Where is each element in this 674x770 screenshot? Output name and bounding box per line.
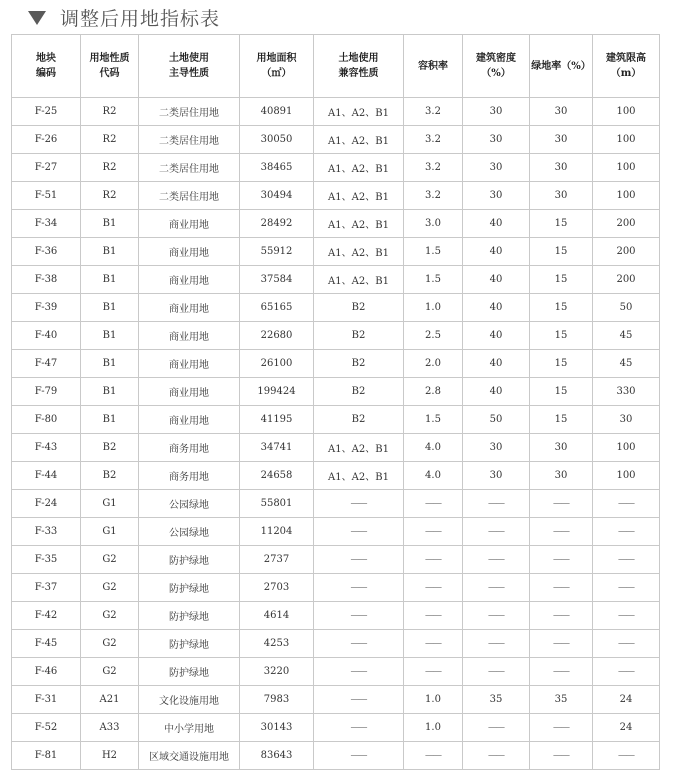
table-cell: 2.8 <box>404 378 463 406</box>
table-cell: —— <box>404 518 463 546</box>
table-cell: 二类居住用地 <box>139 154 240 182</box>
table-cell: 24 <box>593 686 660 714</box>
table-row <box>12 574 660 602</box>
table-cell: 1.0 <box>404 294 463 322</box>
table-cell: 40 <box>463 294 530 322</box>
table-header <box>12 35 660 98</box>
table-cell: —— <box>593 490 660 518</box>
table-cell: 商业用地 <box>139 350 240 378</box>
table-cell: B2 <box>314 322 404 350</box>
table-cell: —— <box>404 630 463 658</box>
triangle-down-icon <box>28 11 46 25</box>
table-cell: 商业用地 <box>139 378 240 406</box>
table-cell: 30050 <box>240 126 314 154</box>
table-cell: R2 <box>81 182 139 210</box>
table-cell: 15 <box>530 294 593 322</box>
table-cell: —— <box>593 518 660 546</box>
table-cell: F-51 <box>12 182 81 210</box>
table-cell: 30 <box>593 406 660 434</box>
table-cell: F-44 <box>12 462 81 490</box>
table-cell: 35 <box>530 686 593 714</box>
table-cell: —— <box>530 742 593 770</box>
table-cell: G1 <box>81 490 139 518</box>
table-cell: —— <box>314 574 404 602</box>
column-header <box>463 35 530 98</box>
table-cell: —— <box>593 742 660 770</box>
table-cell: —— <box>463 714 530 742</box>
table-row <box>12 434 660 462</box>
table-cell: —— <box>530 714 593 742</box>
table-cell: F-37 <box>12 574 81 602</box>
column-header-line: 用地性质 <box>89 53 130 64</box>
table-cell: 45 <box>593 322 660 350</box>
table-row <box>12 266 660 294</box>
table-cell: —— <box>593 630 660 658</box>
table-cell: 区域交通设施用地 <box>139 742 240 770</box>
table-cell: 30 <box>530 182 593 210</box>
table-cell: 37584 <box>240 266 314 294</box>
table-cell: 200 <box>593 210 660 238</box>
table-cell: 2.0 <box>404 350 463 378</box>
table-cell: F-81 <box>12 742 81 770</box>
table-cell: B1 <box>81 238 139 266</box>
table-cell: 1.5 <box>404 266 463 294</box>
table-cell: 二类居住用地 <box>139 182 240 210</box>
table-cell: F-34 <box>12 210 81 238</box>
table-cell: 15 <box>530 350 593 378</box>
table-cell: 30 <box>463 462 530 490</box>
table-cell: —— <box>593 658 660 686</box>
table-cell: 2.5 <box>404 322 463 350</box>
table-cell: 30 <box>463 126 530 154</box>
column-header-line: 编码 <box>36 68 56 79</box>
table-cell: R2 <box>81 126 139 154</box>
table-row <box>12 350 660 378</box>
table-cell: —— <box>463 602 530 630</box>
table-cell: 30 <box>530 462 593 490</box>
table-cell: B2 <box>314 406 404 434</box>
table-cell: —— <box>314 714 404 742</box>
table-cell: —— <box>593 574 660 602</box>
column-header-line: 用地面积 <box>256 53 297 64</box>
column-header <box>530 35 593 98</box>
table-cell: 100 <box>593 462 660 490</box>
table-cell: F-42 <box>12 602 81 630</box>
table-cell: 30494 <box>240 182 314 210</box>
table-cell: 83643 <box>240 742 314 770</box>
table-cell: 30143 <box>240 714 314 742</box>
table-row <box>12 238 660 266</box>
table-row <box>12 714 660 742</box>
table-cell: 35 <box>463 686 530 714</box>
table-cell: 50 <box>463 406 530 434</box>
table-cell: 200 <box>593 266 660 294</box>
table-cell: 30 <box>530 154 593 182</box>
table-cell: —— <box>530 518 593 546</box>
column-header-line: 主导性质 <box>169 68 209 79</box>
table-cell: —— <box>530 574 593 602</box>
column-header-line: 建筑密度 <box>476 53 516 64</box>
table-cell: A33 <box>81 714 139 742</box>
column-header-line: 代码 <box>99 68 120 79</box>
table-cell: 防护绿地 <box>139 546 240 574</box>
table-cell: 2737 <box>240 546 314 574</box>
table-cell: 330 <box>593 378 660 406</box>
table-cell: G2 <box>81 658 139 686</box>
table-cell: 40 <box>463 378 530 406</box>
table-cell: —— <box>314 602 404 630</box>
table-cell: 200 <box>593 238 660 266</box>
column-header-line: （%） <box>481 68 511 79</box>
table-cell: B2 <box>314 378 404 406</box>
table-cell: 45 <box>593 350 660 378</box>
column-header <box>12 35 81 98</box>
column-header-line: 土地使用 <box>169 53 209 64</box>
table-cell: —— <box>593 546 660 574</box>
table-cell: 40 <box>463 350 530 378</box>
column-header-line: 地块 <box>36 53 56 64</box>
table-row <box>12 490 660 518</box>
table-cell: —— <box>463 518 530 546</box>
table-cell: 40 <box>463 210 530 238</box>
table-cell: 4.0 <box>404 434 463 462</box>
table-cell: 100 <box>593 154 660 182</box>
table-cell: —— <box>314 546 404 574</box>
table-cell: F-79 <box>12 378 81 406</box>
table-cell: 商业用地 <box>139 294 240 322</box>
table-cell: —— <box>463 630 530 658</box>
column-header-line: 建筑限高 <box>606 53 646 64</box>
table-row <box>12 406 660 434</box>
table-cell: F-38 <box>12 266 81 294</box>
table-cell: G2 <box>81 546 139 574</box>
table-cell: —— <box>314 658 404 686</box>
column-header-line: （㎡） <box>261 68 292 79</box>
table-cell: 1.0 <box>404 686 463 714</box>
table-cell: 30 <box>530 434 593 462</box>
table-cell: F-33 <box>12 518 81 546</box>
table-row <box>12 546 660 574</box>
table-cell: 商业用地 <box>139 266 240 294</box>
table-cell: 30 <box>463 98 530 126</box>
column-header <box>81 35 139 98</box>
table-cell: B2 <box>81 462 139 490</box>
page-title: 调整后用地指标表 <box>60 7 221 30</box>
table-cell: F-80 <box>12 406 81 434</box>
table-cell: —— <box>404 490 463 518</box>
table-cell: 防护绿地 <box>139 630 240 658</box>
column-header-line: 绿地率（%） <box>531 60 591 72</box>
table-cell: 55801 <box>240 490 314 518</box>
table-row <box>12 378 660 406</box>
table-cell: 30 <box>463 182 530 210</box>
table-cell: 22680 <box>240 322 314 350</box>
table-cell: B1 <box>81 406 139 434</box>
table-row <box>12 322 660 350</box>
table-cell: B2 <box>314 350 404 378</box>
table-cell: G2 <box>81 574 139 602</box>
table-cell: 15 <box>530 378 593 406</box>
table-cell: F-45 <box>12 630 81 658</box>
table-cell: F-46 <box>12 658 81 686</box>
table-cell: G1 <box>81 518 139 546</box>
table-row <box>12 462 660 490</box>
table-cell: 商务用地 <box>139 462 240 490</box>
table-cell: —— <box>404 658 463 686</box>
table-cell: 防护绿地 <box>139 602 240 630</box>
table-cell: H2 <box>81 742 139 770</box>
table-cell: 3220 <box>240 658 314 686</box>
table-cell: F-36 <box>12 238 81 266</box>
table-cell: F-47 <box>12 350 81 378</box>
table-cell: 15 <box>530 322 593 350</box>
table-cell: F-24 <box>12 490 81 518</box>
table-cell: A1、A2、B1 <box>314 434 404 462</box>
table-cell: 40 <box>463 266 530 294</box>
table-cell: —— <box>530 546 593 574</box>
table-cell: —— <box>463 490 530 518</box>
table-cell: B1 <box>81 266 139 294</box>
table-row <box>12 518 660 546</box>
column-header-line: 兼容性质 <box>338 68 379 79</box>
table-cell: 4.0 <box>404 462 463 490</box>
table-cell: —— <box>463 546 530 574</box>
table-cell: —— <box>314 518 404 546</box>
table-cell: 199424 <box>240 378 314 406</box>
table-cell: 商务用地 <box>139 434 240 462</box>
table-cell: 防护绿地 <box>139 658 240 686</box>
table-cell: 3.2 <box>404 98 463 126</box>
table-cell: —— <box>463 658 530 686</box>
table-cell: B1 <box>81 322 139 350</box>
table-cell: A1、A2、B1 <box>314 98 404 126</box>
table-cell: 30 <box>530 126 593 154</box>
table-cell: 1.0 <box>404 714 463 742</box>
table-row <box>12 686 660 714</box>
table-cell: F-35 <box>12 546 81 574</box>
table-cell: 文化设施用地 <box>139 686 240 714</box>
table-cell: B1 <box>81 294 139 322</box>
table-cell: 28492 <box>240 210 314 238</box>
table-cell: A1、A2、B1 <box>314 182 404 210</box>
table-cell: F-27 <box>12 154 81 182</box>
table-cell: 3.2 <box>404 154 463 182</box>
table-body <box>12 98 660 770</box>
table-cell: 24 <box>593 714 660 742</box>
table-cell: 15 <box>530 238 593 266</box>
table-cell: 1.5 <box>404 406 463 434</box>
table-cell: 4614 <box>240 602 314 630</box>
table-row <box>12 182 660 210</box>
table-cell: R2 <box>81 154 139 182</box>
table-cell: F-25 <box>12 98 81 126</box>
table-cell: —— <box>593 602 660 630</box>
table-cell: B1 <box>81 210 139 238</box>
column-header <box>240 35 314 98</box>
table-cell: 1.5 <box>404 238 463 266</box>
table-cell: 商业用地 <box>139 406 240 434</box>
table-cell: 26100 <box>240 350 314 378</box>
table-cell: B2 <box>314 294 404 322</box>
table-cell: 38465 <box>240 154 314 182</box>
table-row <box>12 658 660 686</box>
table-cell: 2703 <box>240 574 314 602</box>
table-cell: 100 <box>593 126 660 154</box>
table-cell: 15 <box>530 210 593 238</box>
table-cell: 4253 <box>240 630 314 658</box>
table-cell: 15 <box>530 266 593 294</box>
table-cell: 50 <box>593 294 660 322</box>
table-row <box>12 210 660 238</box>
table-cell: 商业用地 <box>139 322 240 350</box>
table-cell: 40891 <box>240 98 314 126</box>
table-cell: 防护绿地 <box>139 574 240 602</box>
table-cell: —— <box>530 602 593 630</box>
table-cell: 24658 <box>240 462 314 490</box>
table-cell: —— <box>314 630 404 658</box>
table-cell: F-26 <box>12 126 81 154</box>
table-row <box>12 602 660 630</box>
table-cell: —— <box>404 602 463 630</box>
table-cell: 3.0 <box>404 210 463 238</box>
column-header <box>139 35 240 98</box>
table-cell: —— <box>404 574 463 602</box>
table-cell: F-43 <box>12 434 81 462</box>
table-row <box>12 154 660 182</box>
table-cell: 100 <box>593 98 660 126</box>
table-cell: 公园绿地 <box>139 490 240 518</box>
table-cell: F-31 <box>12 686 81 714</box>
table-cell: 商业用地 <box>139 210 240 238</box>
table-cell: 30 <box>530 98 593 126</box>
column-header-line: 容积率 <box>418 60 448 72</box>
table-cell: B2 <box>81 434 139 462</box>
table-cell: 二类居住用地 <box>139 126 240 154</box>
table-cell: 40 <box>463 238 530 266</box>
land-use-index-table <box>11 34 660 770</box>
table-cell: A1、A2、B1 <box>314 126 404 154</box>
table-cell: —— <box>404 546 463 574</box>
table-cell: —— <box>530 490 593 518</box>
table-cell: A1、A2、B1 <box>314 210 404 238</box>
table-cell: B1 <box>81 378 139 406</box>
table-cell: F-39 <box>12 294 81 322</box>
table-row <box>12 294 660 322</box>
table-cell: —— <box>463 574 530 602</box>
column-header <box>314 35 404 98</box>
table-cell: 公园绿地 <box>139 518 240 546</box>
column-header <box>593 35 660 98</box>
table-cell: 40 <box>463 322 530 350</box>
table-cell: —— <box>530 658 593 686</box>
table-cell: —— <box>314 490 404 518</box>
table-cell: 7983 <box>240 686 314 714</box>
table-cell: 41195 <box>240 406 314 434</box>
table-row <box>12 126 660 154</box>
table-cell: 34741 <box>240 434 314 462</box>
title-row <box>28 4 220 30</box>
table-cell: F-52 <box>12 714 81 742</box>
table-cell: 商业用地 <box>139 238 240 266</box>
table-cell: R2 <box>81 98 139 126</box>
table-cell: A1、A2、B1 <box>314 238 404 266</box>
table-cell: 中小学用地 <box>139 714 240 742</box>
table-cell: —— <box>404 742 463 770</box>
table-cell: 30 <box>463 434 530 462</box>
table-cell: A1、A2、B1 <box>314 462 404 490</box>
header-row <box>12 35 660 98</box>
table-cell: G2 <box>81 630 139 658</box>
table-cell: 二类居住用地 <box>139 98 240 126</box>
table-cell: 30 <box>463 154 530 182</box>
table-cell: 100 <box>593 434 660 462</box>
table-cell: —— <box>463 742 530 770</box>
table-cell: F-40 <box>12 322 81 350</box>
table-cell: —— <box>314 742 404 770</box>
table-cell: G2 <box>81 602 139 630</box>
table-row <box>12 742 660 770</box>
table-cell: 65165 <box>240 294 314 322</box>
table-cell: A1、A2、B1 <box>314 154 404 182</box>
table-cell: 100 <box>593 182 660 210</box>
table-row <box>12 98 660 126</box>
column-header <box>404 35 463 98</box>
table-cell: 15 <box>530 406 593 434</box>
table-cell: 55912 <box>240 238 314 266</box>
table-cell: 3.2 <box>404 182 463 210</box>
table-cell: A21 <box>81 686 139 714</box>
table-cell: 3.2 <box>404 126 463 154</box>
column-header-line: （m） <box>610 68 642 79</box>
table-cell: —— <box>314 686 404 714</box>
table-cell: —— <box>530 630 593 658</box>
table-row <box>12 630 660 658</box>
table-cell: A1、A2、B1 <box>314 266 404 294</box>
table-cell: B1 <box>81 350 139 378</box>
column-header-line: 土地使用 <box>338 53 379 64</box>
table-cell: 11204 <box>240 518 314 546</box>
